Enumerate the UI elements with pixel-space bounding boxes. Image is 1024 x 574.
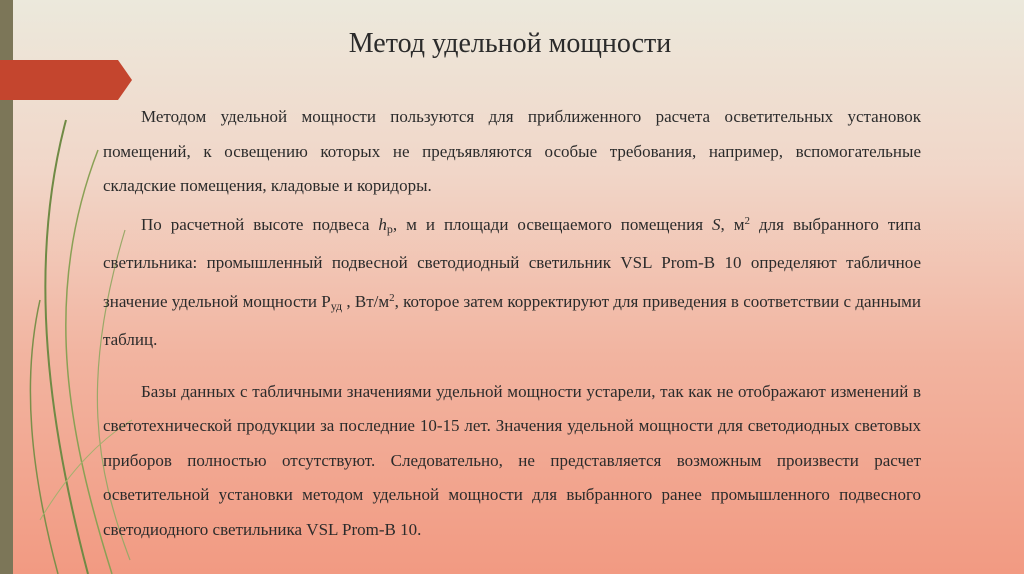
p2-text-4: для выбранного типа светильника: промышленный подвесной светодиодный светильник VSL Prom-B 10 определяют табличное значение удельной мощности — [103, 214, 921, 311]
body-text — [103, 100, 921, 547]
p2-text-5: , Вт/м — [342, 291, 390, 311]
p2-text-6: , которое затем корректируют для приведения в соответствии с данными таблиц. — [103, 291, 922, 349]
page-title: Метод удельной мощности — [348, 28, 672, 59]
p2-text-1: По расчетной высоте подвеса — [141, 214, 379, 234]
s-symbol: S — [712, 214, 721, 234]
p-symbol: P — [321, 291, 331, 311]
h-subscript: р — [386, 221, 393, 236]
paragraph-1: Методом удельной мощности пользуются для приближенного расчета осветительных установок помещений, к освещению которых не предъявляются особые требования, например, вспомогательные складские помещения, кладовые и коридоры. — [103, 107, 921, 195]
p2-text-2: , м и площади освещаемого помещения — [392, 214, 713, 234]
m2-superscript: 2 — [744, 214, 751, 227]
p2-text-3: , м — [720, 214, 745, 234]
paragraph-2 — [103, 204, 921, 358]
title-arrow-shape — [0, 60, 132, 100]
paragraph-3: Базы данных с табличными значениями удельной мощности устарели, так как не отображают изменений в светотехнической продукции за последние 10-15 лет. Значения удельной мощности для светодиодных световых приборов полностью отсутствуют. Следовательно, не представляется возможным произвести расчет осветительной установки методом удельной мощности для выбранного ранее промышленного подвесного светодиодного светильника VSL Prom-B 10. — [103, 381, 921, 539]
wm2-superscript: 2 — [389, 291, 395, 304]
h-symbol: h — [378, 214, 387, 234]
p-subscript: уд — [330, 298, 343, 313]
